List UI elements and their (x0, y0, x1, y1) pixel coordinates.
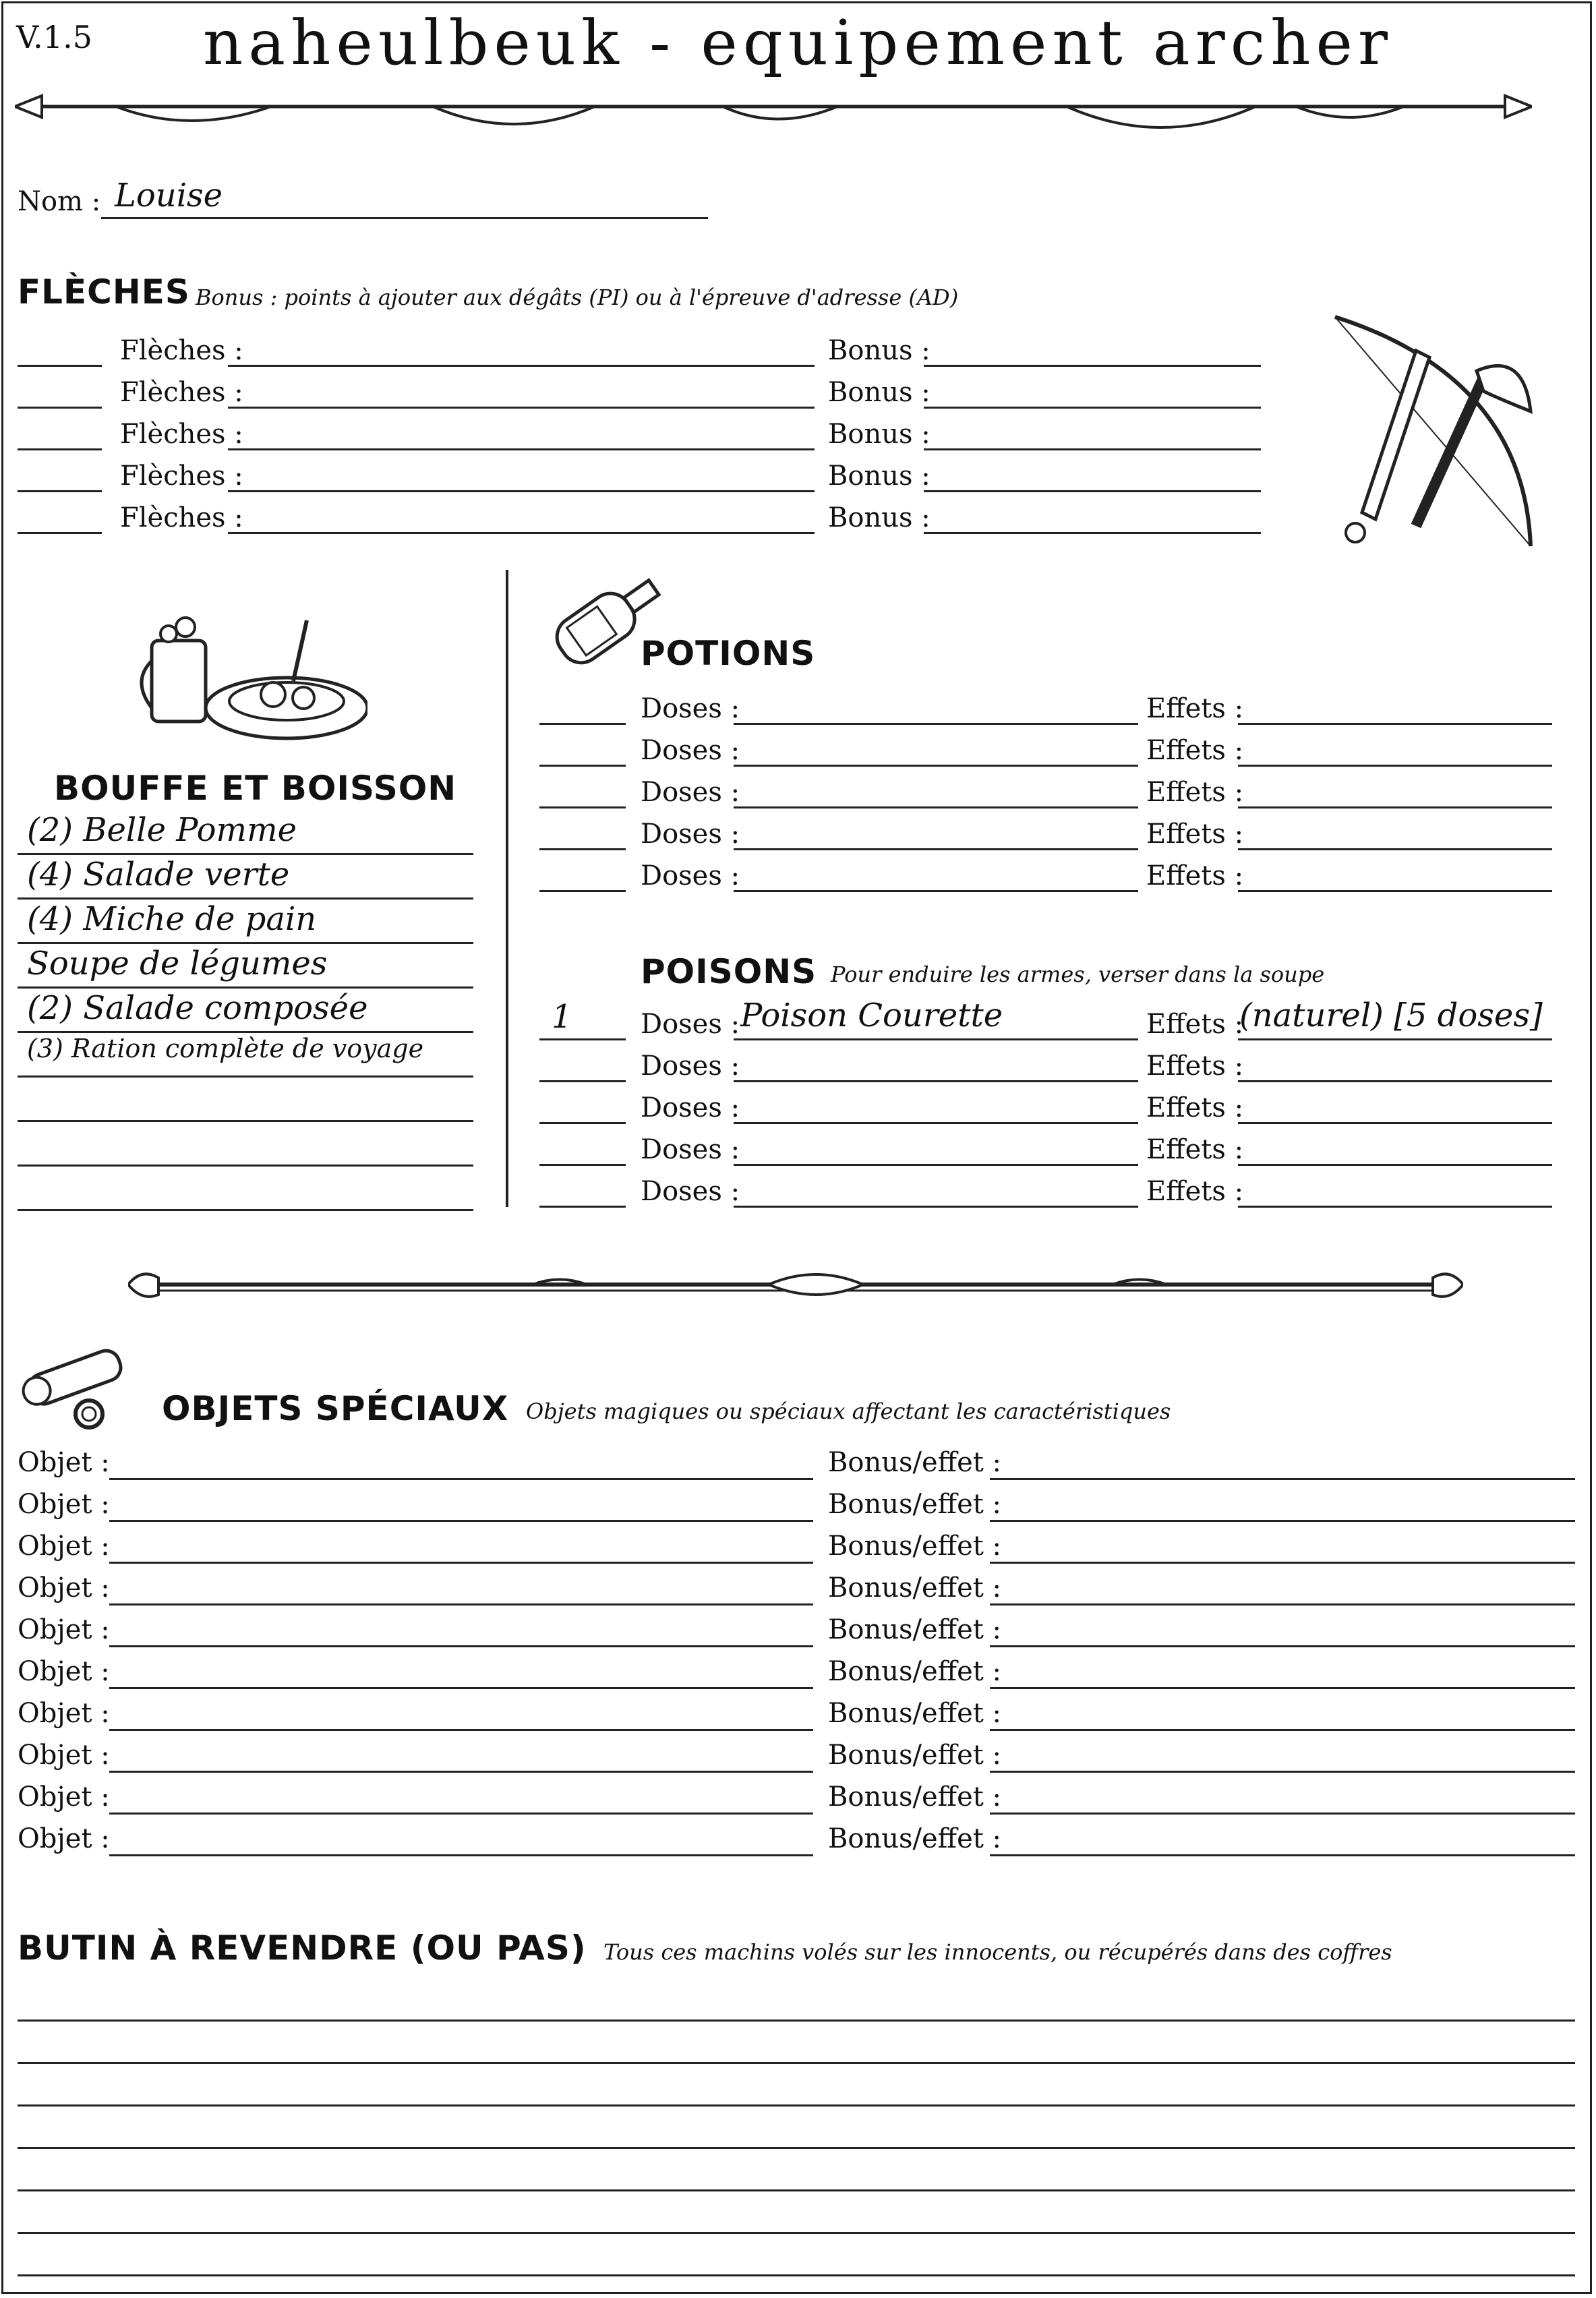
fleches-bonus-line[interactable] (924, 365, 1261, 367)
objet-label: Objet : (18, 1489, 110, 1520)
potion-doses-label: Doses : (641, 819, 740, 850)
potion-doses-label: Doses : (641, 777, 740, 808)
weapons-icon (1322, 310, 1564, 553)
fleches-label: Flèches : (120, 461, 243, 492)
potion-doses-line[interactable] (734, 806, 1138, 808)
objet-bonus-line[interactable] (990, 1478, 1575, 1480)
objet-line[interactable] (109, 1603, 813, 1605)
butin-line[interactable] (18, 2274, 1575, 2276)
objet-label: Objet : (18, 1447, 110, 1478)
fleches-qty-line[interactable] (18, 532, 102, 534)
bouffe-line[interactable] (18, 942, 473, 944)
poison-doses-line[interactable] (734, 1164, 1138, 1166)
poison-doses-line[interactable] (734, 1122, 1138, 1124)
poison-qty-line[interactable] (539, 1122, 626, 1124)
objet-bonus-line[interactable] (990, 1729, 1575, 1731)
potion-effets-label: Effets : (1146, 693, 1244, 724)
fleches-bonus-label: Bonus : (828, 502, 930, 533)
poison-effets-line[interactable] (1238, 1122, 1552, 1124)
objet-line[interactable] (109, 1729, 813, 1731)
potion-qty-line[interactable] (539, 723, 626, 725)
bouffe-line[interactable] (18, 1076, 473, 1078)
poison-effets-line[interactable] (1238, 1206, 1552, 1208)
version-label: V.1.5 (16, 19, 92, 55)
poisons-header: POISONS (641, 952, 817, 991)
fleches-qty-line[interactable] (18, 365, 102, 367)
objet-label: Objet : (18, 1572, 110, 1603)
potion-doses-line[interactable] (734, 890, 1138, 892)
fleches-qty-line[interactable] (18, 490, 102, 492)
fleches-name-line[interactable] (228, 532, 815, 534)
objet-bonus-line[interactable] (990, 1854, 1575, 1856)
poison-qty-line[interactable] (539, 1164, 626, 1166)
objet-bonus-label: Bonus/effet : (828, 1698, 1002, 1729)
poison-effets-line[interactable] (1238, 1038, 1552, 1040)
fleches-name-line[interactable] (228, 365, 815, 367)
potion-doses-label: Doses : (641, 735, 740, 766)
bouffe-line[interactable] (18, 1165, 473, 1167)
poison-doses-value[interactable]: Poison Courette (740, 997, 1003, 1034)
potion-doses-line[interactable] (734, 848, 1138, 850)
objets-note: Objets magiques ou spéciaux affectant les caractéristiques (526, 1398, 1171, 1424)
potion-doses-line[interactable] (734, 723, 1138, 725)
potion-qty-line[interactable] (539, 765, 626, 767)
poison-effets-label: Effets : (1146, 1134, 1244, 1165)
butin-line[interactable] (18, 2189, 1575, 2191)
butin-line[interactable] (18, 2147, 1575, 2149)
fleches-name-line[interactable] (228, 448, 815, 450)
poison-effets-label: Effets : (1146, 1009, 1244, 1040)
bouffe-item[interactable]: (3) Ration complète de voyage (27, 1034, 424, 1063)
potion-effets-label: Effets : (1146, 777, 1244, 808)
bouffe-line[interactable] (18, 986, 473, 989)
objet-label: Objet : (18, 1614, 110, 1645)
objet-bonus-label: Bonus/effet : (828, 1823, 1002, 1854)
fleches-bonus-label: Bonus : (828, 335, 930, 366)
butin-line[interactable] (18, 2104, 1575, 2106)
fleches-header: FLÈCHES (18, 272, 190, 312)
fleches-name-line[interactable] (228, 407, 815, 409)
fleches-label: Flèches : (120, 377, 243, 408)
fleches-qty-line[interactable] (18, 407, 102, 409)
bouffe-line[interactable] (18, 853, 473, 855)
objet-bonus-label: Bonus/effet : (828, 1614, 1002, 1645)
staff-divider-icon (128, 1261, 1463, 1308)
poison-effets-line[interactable] (1238, 1080, 1552, 1082)
butin-line[interactable] (18, 2062, 1575, 2064)
potion-effets-label: Effets : (1146, 819, 1244, 850)
poison-qty[interactable]: 1 (552, 998, 572, 1036)
objet-line[interactable] (109, 1478, 813, 1480)
bouffe-item[interactable]: (2) Salade composée (27, 989, 368, 1027)
poison-effets-label: Effets : (1146, 1092, 1244, 1123)
fleches-qty-line[interactable] (18, 448, 102, 450)
fleches-bonus-line[interactable] (924, 532, 1261, 534)
potion-qty-line[interactable] (539, 806, 626, 808)
fleches-bonus-label: Bonus : (828, 419, 930, 450)
objet-label: Objet : (18, 1531, 110, 1562)
objet-bonus-label: Bonus/effet : (828, 1572, 1002, 1603)
poison-doses-label: Doses : (641, 1009, 740, 1040)
bouffe-header: BOUFFE ET BOISSON (54, 769, 457, 808)
bouffe-item[interactable]: Soupe de légumes (27, 945, 328, 982)
potion-effets-line[interactable] (1238, 806, 1552, 808)
potion-doses-label: Doses : (641, 860, 740, 891)
fleches-bonus-line[interactable] (924, 407, 1261, 409)
objet-bonus-line[interactable] (990, 1603, 1575, 1605)
objet-bonus-label: Bonus/effet : (828, 1656, 1002, 1687)
objet-bonus-line[interactable] (990, 1771, 1575, 1773)
objet-bonus-label: Bonus/effet : (828, 1531, 1002, 1562)
fleches-label: Flèches : (120, 502, 243, 533)
bouffe-line[interactable] (18, 1120, 473, 1122)
poison-qty-line[interactable] (539, 1206, 626, 1208)
potion-qty-line[interactable] (539, 848, 626, 850)
fleches-note: Bonus : points à ajouter aux dégâts (PI) ou à l'épreuve d'adresse (AD) (196, 285, 959, 310)
potion-effets-line[interactable] (1238, 890, 1552, 892)
food-and-drink-icon (138, 607, 367, 742)
nom-line (101, 217, 708, 219)
potions-header: POTIONS (641, 634, 816, 673)
poison-doses-label: Doses : (641, 1134, 740, 1165)
potion-effets-label: Effets : (1146, 735, 1244, 766)
objet-bonus-label: Bonus/effet : (828, 1781, 1002, 1813)
potion-effets-label: Effets : (1146, 860, 1244, 891)
nom-label: Nom : (18, 186, 101, 217)
objet-line[interactable] (109, 1520, 813, 1522)
objet-line[interactable] (109, 1813, 813, 1815)
bouffe-line[interactable] (18, 1209, 473, 1211)
butin-line[interactable] (18, 2020, 1575, 2022)
scroll-and-ring-icon (15, 1345, 150, 1433)
poison-doses-line[interactable] (734, 1038, 1138, 1040)
objet-bonus-line[interactable] (990, 1645, 1575, 1647)
fleches-name-line[interactable] (228, 490, 815, 492)
objet-label: Objet : (18, 1781, 110, 1813)
potion-qty-line[interactable] (539, 890, 626, 892)
objet-label: Objet : (18, 1656, 110, 1687)
fleches-bonus-label: Bonus : (828, 377, 930, 408)
objet-line[interactable] (109, 1854, 813, 1856)
objet-line[interactable] (109, 1771, 813, 1773)
bouffe-line[interactable] (18, 897, 473, 900)
poison-effets-line[interactable] (1238, 1164, 1552, 1166)
potion-effets-line[interactable] (1238, 848, 1552, 850)
bouffe-item[interactable]: (4) Miche de pain (27, 900, 317, 938)
fleches-label: Flèches : (120, 335, 243, 366)
fleches-label: Flèches : (120, 419, 243, 450)
objet-label: Objet : (18, 1698, 110, 1729)
nom-field[interactable]: Louise (115, 177, 223, 214)
poison-doses-label: Doses : (641, 1051, 740, 1082)
poison-qty-line[interactable] (539, 1080, 626, 1082)
objet-bonus-label: Bonus/effet : (828, 1489, 1002, 1520)
fleches-bonus-line[interactable] (924, 448, 1261, 450)
poison-doses-line[interactable] (734, 1206, 1138, 1208)
fleches-bonus-line[interactable] (924, 490, 1261, 492)
arrow-divider-icon (15, 88, 1532, 148)
butin-header: BUTIN À REVENDRE (OU PAS) (18, 1928, 587, 1968)
poison-qty-line[interactable] (539, 1038, 626, 1040)
objet-line[interactable] (109, 1562, 813, 1564)
objet-bonus-line[interactable] (990, 1562, 1575, 1564)
objet-line[interactable] (109, 1645, 813, 1647)
bouffe-line[interactable] (18, 1031, 473, 1033)
poison-doses-label: Doses : (641, 1176, 740, 1207)
objet-bonus-line[interactable] (990, 1520, 1575, 1522)
objet-bonus-line[interactable] (990, 1813, 1575, 1815)
objet-line[interactable] (109, 1687, 813, 1689)
poisons-note: Pour enduire les armes, verser dans la soupe (831, 962, 1325, 987)
poison-effets-value[interactable]: (naturel) [5 doses] (1239, 997, 1543, 1034)
bouffe-item[interactable]: (2) Belle Pomme (27, 811, 297, 849)
poison-effets-label: Effets : (1146, 1051, 1244, 1082)
column-divider (506, 570, 508, 1207)
fleches-bonus-label: Bonus : (828, 461, 930, 492)
potion-effets-line[interactable] (1238, 723, 1552, 725)
objet-bonus-label: Bonus/effet : (828, 1740, 1002, 1771)
butin-note: Tous ces machins volés sur les innocents, ou récupérés dans des coffres (603, 1939, 1392, 1965)
objets-header: OBJETS SPÉCIAUX (162, 1389, 509, 1428)
objet-label: Objet : (18, 1823, 110, 1854)
poison-effets-label: Effets : (1146, 1176, 1244, 1207)
objet-bonus-label: Bonus/effet : (828, 1447, 1002, 1478)
poison-doses-label: Doses : (641, 1092, 740, 1123)
poison-doses-line[interactable] (734, 1080, 1138, 1082)
butin-line[interactable] (18, 2232, 1575, 2234)
objet-bonus-line[interactable] (990, 1687, 1575, 1689)
potion-doses-line[interactable] (734, 765, 1138, 767)
bouffe-item[interactable]: (4) Salade verte (27, 856, 290, 893)
potion-effets-line[interactable] (1238, 765, 1552, 767)
potion-doses-label: Doses : (641, 693, 740, 724)
page-title: naheulbeuk - equipement archer (203, 7, 1393, 79)
objet-label: Objet : (18, 1740, 110, 1771)
